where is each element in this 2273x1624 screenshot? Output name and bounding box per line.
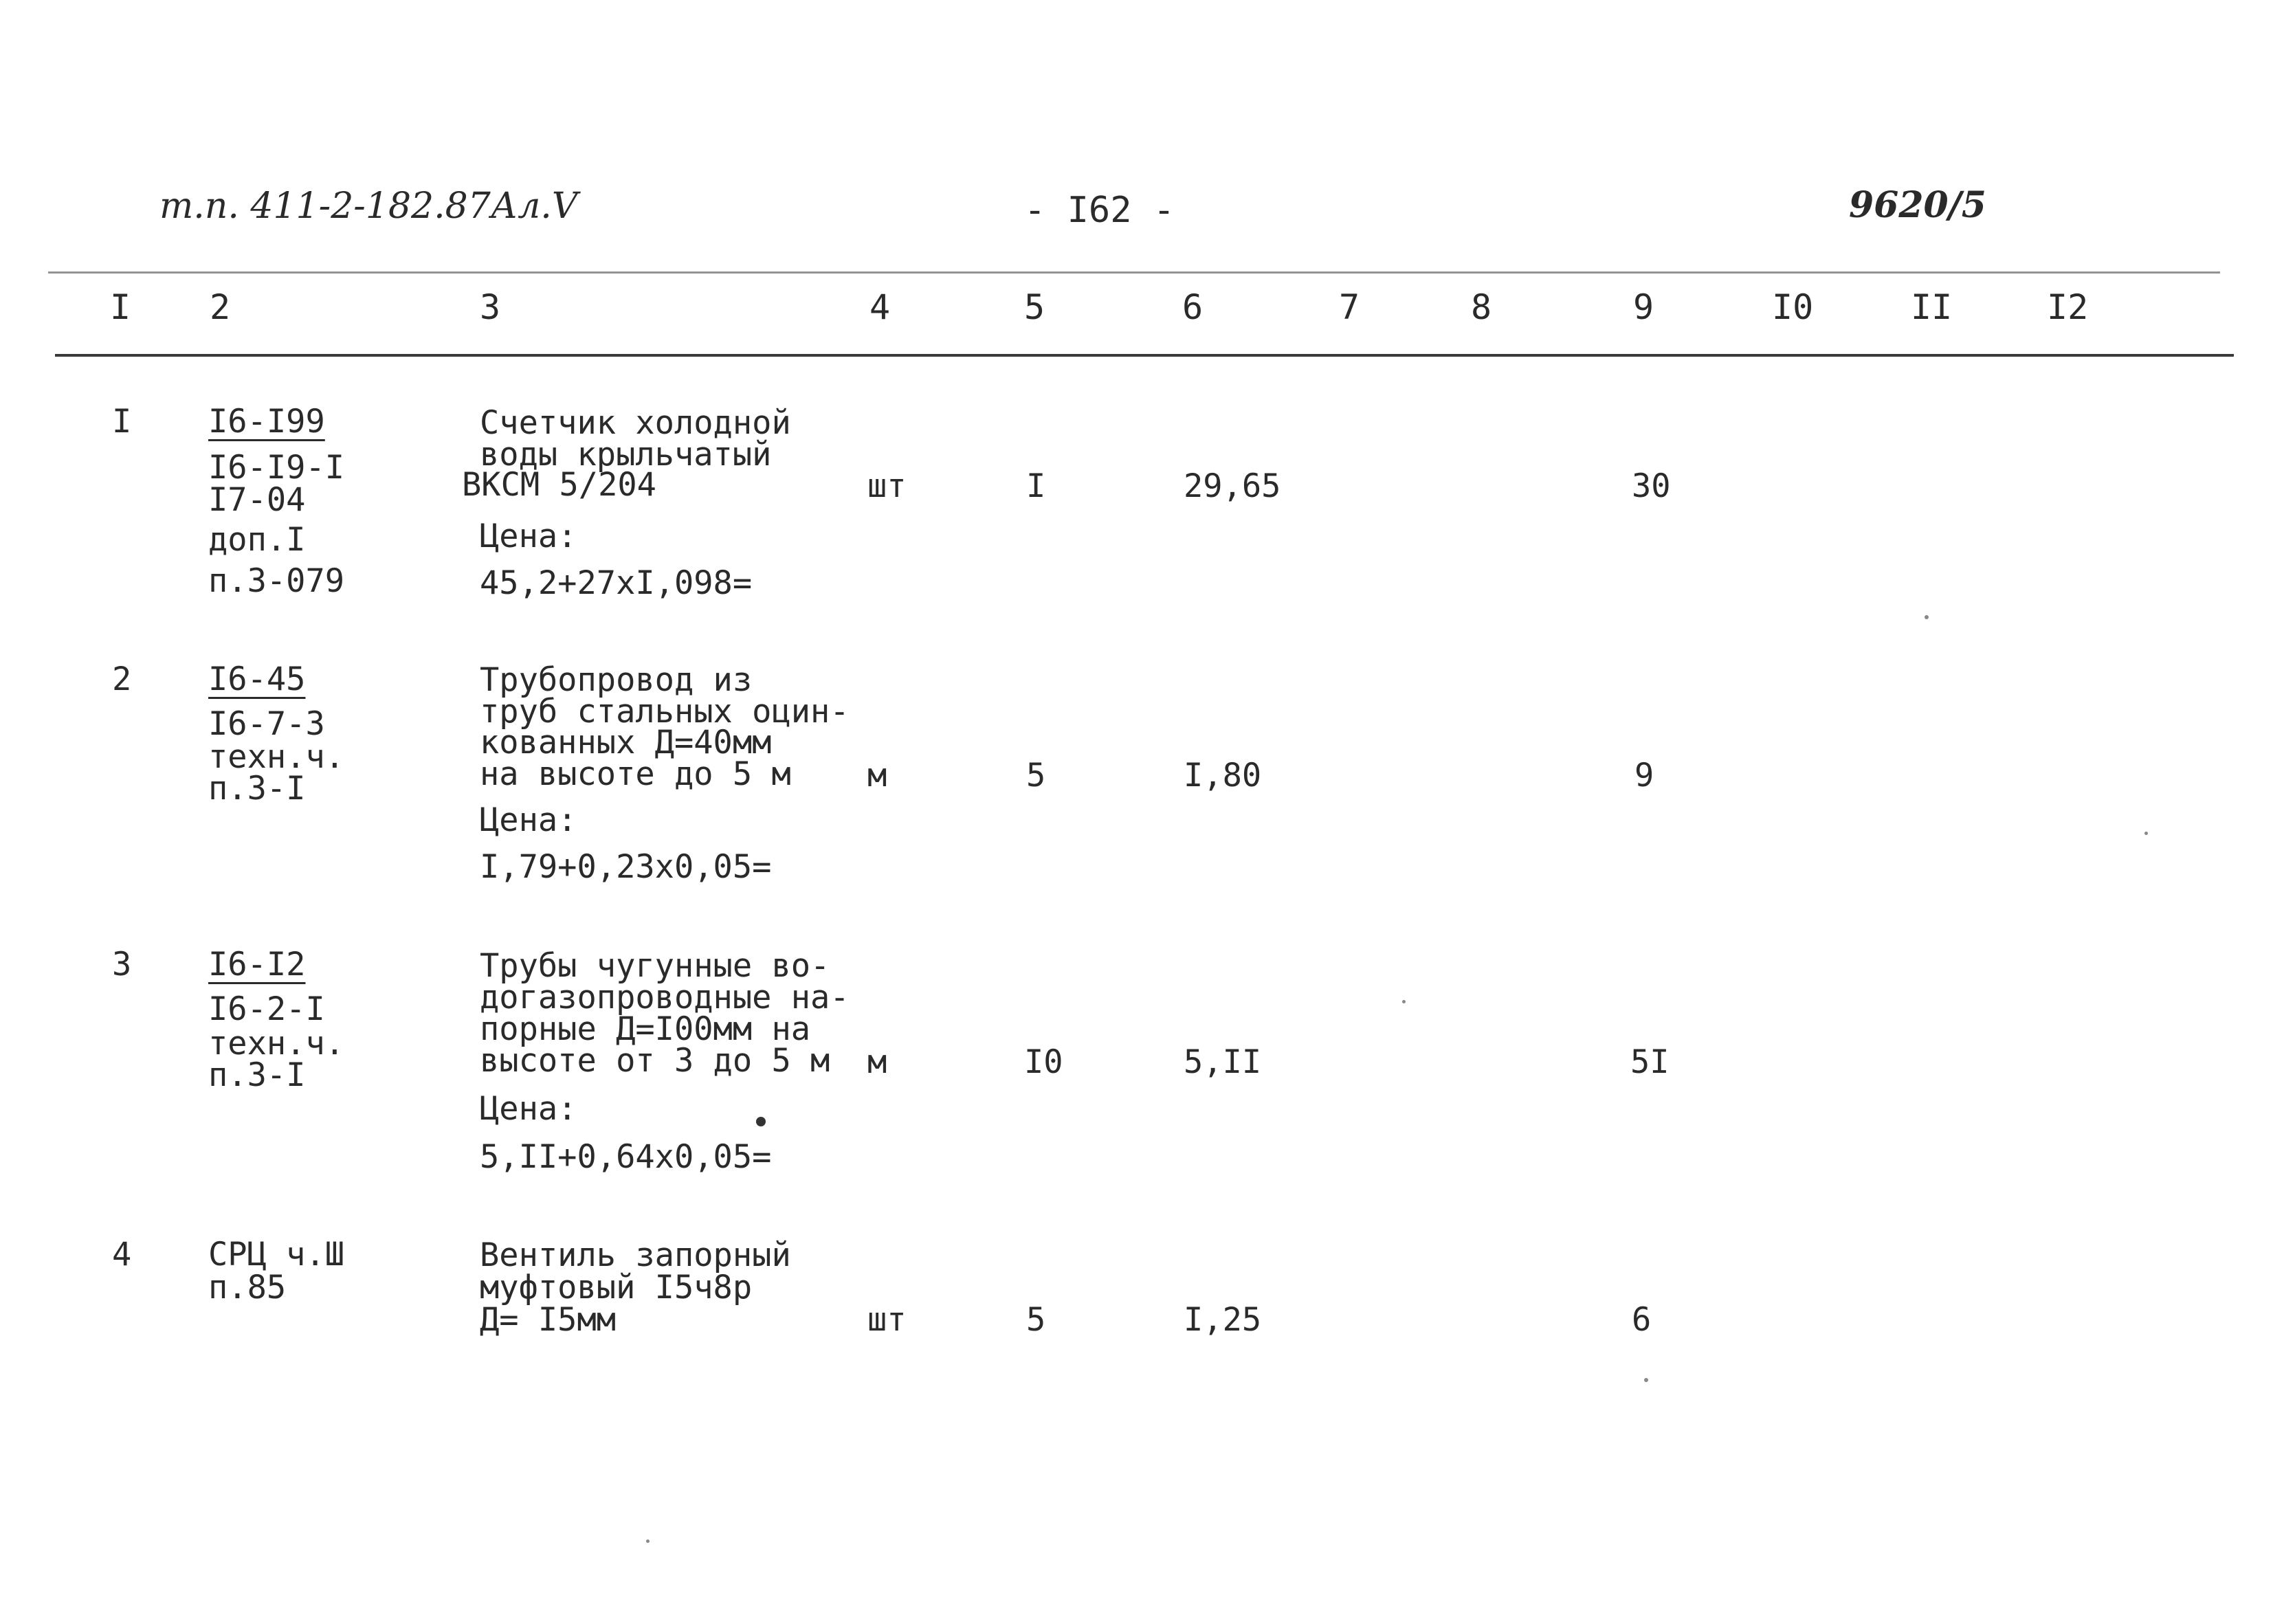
unit-price: I,25 [1184,1301,1262,1339]
item-description-line: кованных Д=40мм [480,724,772,761]
quantity: 5 [1026,757,1046,794]
norm-ref: I6-I9-I [208,449,345,487]
norm-code: СРЦ ч.Ш [208,1236,345,1273]
norm-ref: техн.ч. [208,738,345,776]
item-description-line: ВКСМ 5/204 [462,466,656,504]
header-rule-bottom [55,354,2234,357]
scan-speck [1644,1378,1648,1382]
item-description-line: труб стальных оцин- [480,693,850,731]
price-label: Цена: [480,801,577,839]
norm-ref: доп.I [208,521,306,559]
scan-speck [1925,615,1929,619]
quantity: I0 [1024,1043,1063,1081]
price-formula: 5,II+0,64x0,05= [480,1138,772,1176]
page-number: - I62 - [1024,190,1175,231]
column-number-9: 9 [1633,287,1654,327]
quantity: 5 [1026,1301,1046,1339]
column-number-3: 3 [480,287,501,327]
price-formula: 45,2+27xI,098= [480,564,753,602]
item-description-line: порные Д=I00мм на [480,1010,811,1048]
item-description-line: на высоте до 5 м [480,755,791,793]
unit: шт [867,467,907,505]
norm-ref: п.3-I [208,1056,306,1094]
total-amount: 5I [1630,1043,1670,1081]
unit-price: 29,65 [1184,467,1281,505]
item-description-line: высоте от 3 до 5 м [480,1042,830,1080]
unit-price: 5,II [1184,1043,1262,1081]
norm-ref: техн.ч. [208,1025,345,1063]
row-number: 2 [112,660,132,698]
norm-code: I6-I99 [208,403,325,441]
norm-ref: п.3-I [208,770,306,808]
column-number-7: 7 [1339,287,1360,327]
column-number-4: 4 [869,287,891,327]
price-label: Цена: [480,1090,577,1128]
column-number-2: 2 [210,287,231,327]
norm-code: I6-45 [208,660,306,698]
item-description-line: воды крыльчатый [480,436,772,474]
item-description-line: муфтовый I5ч8р [480,1269,753,1306]
column-number-5: 5 [1024,287,1045,327]
column-number-11: II [1911,287,1953,327]
column-number-1: I [110,287,131,327]
item-description-line: Вентиль запорный [480,1236,791,1274]
item-description-line: Счетчик холодной [480,404,791,442]
column-number-10: I0 [1772,287,1814,327]
unit-price: I,80 [1184,757,1262,794]
column-number-8: 8 [1471,287,1492,327]
norm-ref: п.3-079 [208,562,345,600]
document-designation: т.п. 411-2-182.87Ал.V [159,186,578,227]
column-number-12: I2 [2047,287,2089,327]
scan-speck [1402,1000,1406,1003]
norm-code: I6-I2 [208,946,306,983]
total-amount: 9 [1634,757,1654,794]
norm-ref: I6-2-I [208,990,325,1028]
unit: м [867,1043,887,1081]
item-description-line: догазопроводные на- [480,979,850,1016]
item-description-line: Д= I5мм [480,1301,617,1339]
row-number: 4 [112,1236,132,1273]
unit: шт [867,1301,907,1339]
sheet-code: 9620/5 [1849,184,1986,226]
unit: м [867,757,887,794]
price-formula: I,79+0,23x0,05= [480,848,772,886]
norm-ref: п.85 [208,1269,287,1306]
quantity: I [1026,467,1046,505]
item-description-line: Трубопровод из [480,661,753,699]
item-description-line: Трубы чугунные во- [480,947,830,985]
column-number-6: 6 [1182,287,1204,327]
price-label: Цена: [480,518,577,555]
scan-speck [756,1117,766,1126]
norm-ref: I7-04 [208,481,306,519]
scan-speck [2144,832,2148,835]
row-number: I [112,403,132,441]
header-rule-top [48,271,2220,274]
row-number: 3 [112,946,132,983]
scan-speck [646,1539,650,1543]
total-amount: 30 [1632,467,1671,505]
total-amount: 6 [1632,1301,1652,1339]
norm-ref: I6-7-3 [208,705,325,743]
